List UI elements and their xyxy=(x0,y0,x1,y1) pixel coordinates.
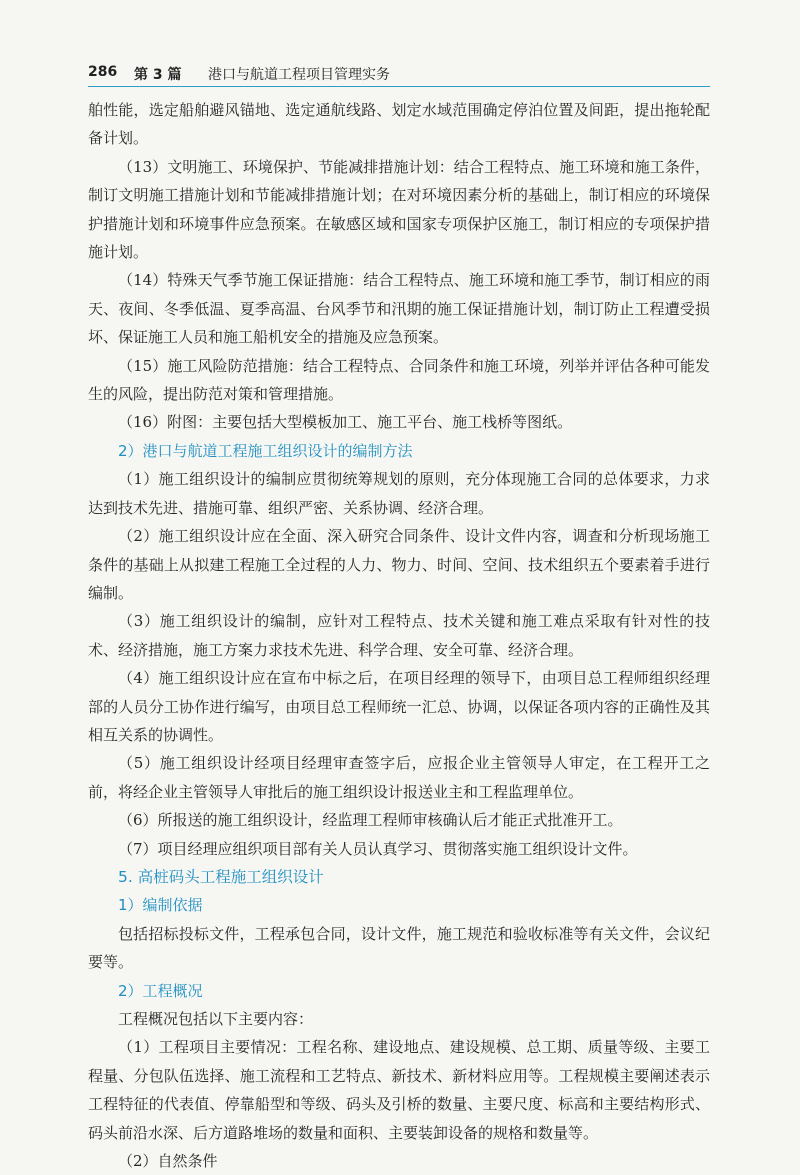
paragraph-basis: 包括招标投标文件，工程承包合同，设计文件，施工规范和验收标准等有关文件，会议纪要等。 xyxy=(88,924,710,972)
paragraph-item-14: （14）特殊天气季节施工保证措施：结合工程特点、施工环境和施工季节，制订相应的雨天、夜间、冬季低温、夏季高温、台风季节和汛期的施工保证措施计划，制订防止工程遭受损坏、保证施工人员和施工船机安全的措施及应急预案。 xyxy=(88,271,710,347)
section-heading-compilation-method: 2）港口与航道工程施工组织设计的编制方法 xyxy=(118,441,413,460)
paragraph-method-2: （2）施工组织设计应在全面、深入研究合同条件、设计文件内容，调查和分析现场施工条件的基础上从拟建工程施工全过程的人力、物力、时间、空间、技术组织五个要素着手进行编制。 xyxy=(88,527,710,602)
part-title: 港口与航道工程项目管理实务 xyxy=(208,67,390,83)
paragraph-overview-1: （1）工程项目主要情况：工程名称、建设地点、建设规模、总工期、质量等级、主要工程量、分包队伍选择、施工流程和工艺特点、新技术、新材料应用等。工程规模主要阐述表示工程特征的代表值、停靠船型和等级、码头及引桥的数量、主要尺度、标高和主要结构形式、码头前沿水深、后方道路堆场的数量和面积、主要装卸设备的规格和数量等。 xyxy=(88,1038,710,1142)
paragraph-method-5: （5）施工组织设计经项目经理审查签字后，应报企业主管领导人审定，在工程开工之前，将经企业主管领导人审批后的施工组织设计报送业主和工程监理单位。 xyxy=(88,754,710,801)
paragraph-item-13: （13）文明施工、环境保护、节能减排措施计划：结合工程特点、施工环境和施工条件，制订文明施工措施计划和节能减排措施计划；在对环境因素分析的基础上，制订相应的环境保护措施计划和环境事件应急预案。在敏感区域和国家专项保护区施工，制订相应的专项保护措施计划。 xyxy=(88,157,710,262)
section-heading-overview: 2）工程概况 xyxy=(118,981,203,1000)
paragraph-overview-2: （2）自然条件 xyxy=(118,1152,218,1171)
chapter-heading-high-pile-wharf: 5. 高桩码头工程施工组织设计 xyxy=(118,867,324,886)
paragraph-overview-intro: 工程概况包括以下主要内容： xyxy=(118,1010,314,1028)
paragraph-method-3: （3）施工组织设计的编制，应针对工程特点、技术关键和施工难点采取有针对性的技术、经济措施，施工方案力求技术先进、科学合理、安全可靠、经济合理。 xyxy=(88,612,710,659)
paragraph-method-4: （4）施工组织设计应在宣布中标之后，在项目经理的领导下，由项目总工程师组织经理部的人员分工协作进行编写，由项目总工程师统一汇总、协调，以保证各项内容的正确性及其相互关系的协调性。 xyxy=(88,669,710,744)
paragraph-item-16: （16）附图：主要包括大型模板加工、施工平台、施工栈桥等图纸。 xyxy=(118,413,573,432)
section-heading-basis: 1）编制依据 xyxy=(118,896,203,915)
paragraph-item-15: （15）施工风险防范措施：结合工程特点、合同条件和施工环境，列举并评估各种可能发生的风险，提出防范对策和管理措施。 xyxy=(88,356,710,404)
page-body xyxy=(88,96,710,1175)
part-label: 第 3 篇 xyxy=(134,67,182,83)
running-header xyxy=(88,58,710,87)
paragraph-method-1: （1）施工组织设计的编制应贯彻统筹规划的原则，充分体现施工合同的总体要求，力求达到技术先进、措施可靠、组织严密、关系协调、经济合理。 xyxy=(88,470,710,517)
page-number: 286 xyxy=(88,64,118,80)
paragraph-method-6: （6）所报送的施工组织设计，经监理工程师审核确认后才能正式批准开工。 xyxy=(118,811,623,830)
paragraph-continued: 舶性能，选定船舶避风锚地、选定通航线路、划定水域范围确定停泊位置及间距，提出拖轮配备计划。 xyxy=(88,101,710,148)
paragraph-method-7: （7）项目经理应组织项目部有关人员认真学习、贯彻落实施工组织设计文件。 xyxy=(118,839,638,858)
